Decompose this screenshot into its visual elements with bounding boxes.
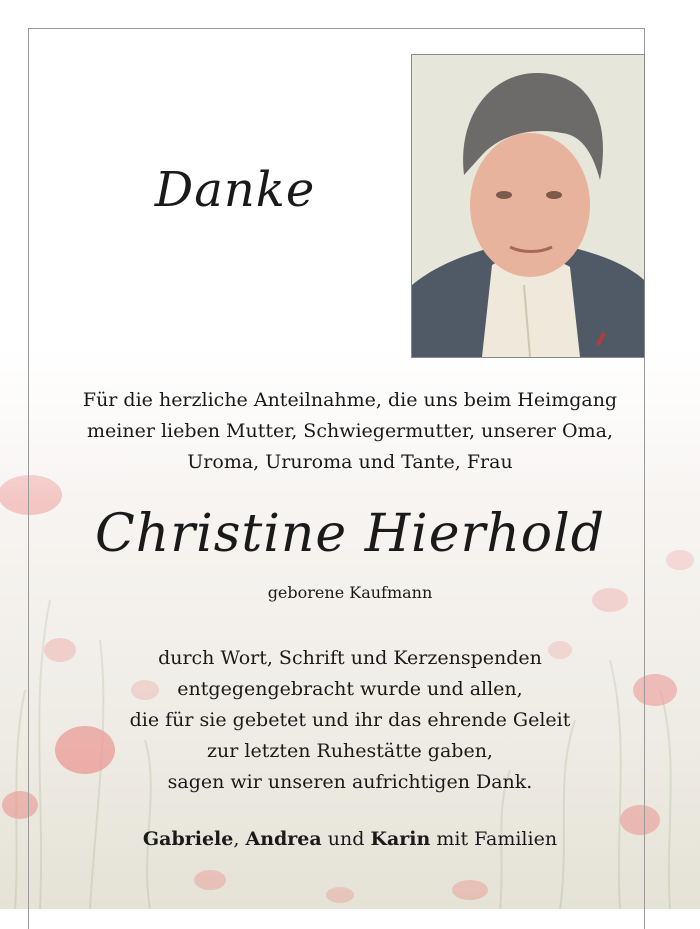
intro-text (20, 385, 680, 478)
thanks-line: sagen wir unseren aufrichtigen Dank. (167, 771, 533, 793)
intro-line: Für die herzliche Anteilnahme, die uns beim Heimgang (82, 389, 618, 411)
signature-separator: , (233, 828, 246, 850)
thanks-text (20, 643, 680, 798)
thanks-line: die für sie gebetet und ihr das ehrende Geleit (129, 709, 571, 731)
card-title: Danke (154, 162, 316, 218)
signature-name: Karin (370, 828, 431, 850)
signature-name: Andrea (245, 828, 322, 850)
intro-line: meiner lieben Mutter, Schwiegermutter, unserer Oma, (87, 420, 613, 442)
deceased-name: Christine Hierhold (94, 504, 606, 564)
signature-suffix: mit Familien (430, 828, 558, 850)
signature-separator: und (321, 828, 371, 850)
signature-name: Gabriele (142, 828, 234, 850)
signature (20, 828, 680, 850)
thanks-line: durch Wort, Schrift und Kerzenspenden (158, 647, 542, 669)
intro-line: Uroma, Ururoma und Tante, Frau (187, 451, 513, 473)
birth-name: geborene Kaufmann (267, 583, 433, 602)
portrait-photo (411, 54, 645, 358)
thanks-line: zur letzten Ruhestätte gaben, (207, 740, 493, 762)
thanks-line: entgegengebracht wurde und allen, (177, 678, 523, 700)
